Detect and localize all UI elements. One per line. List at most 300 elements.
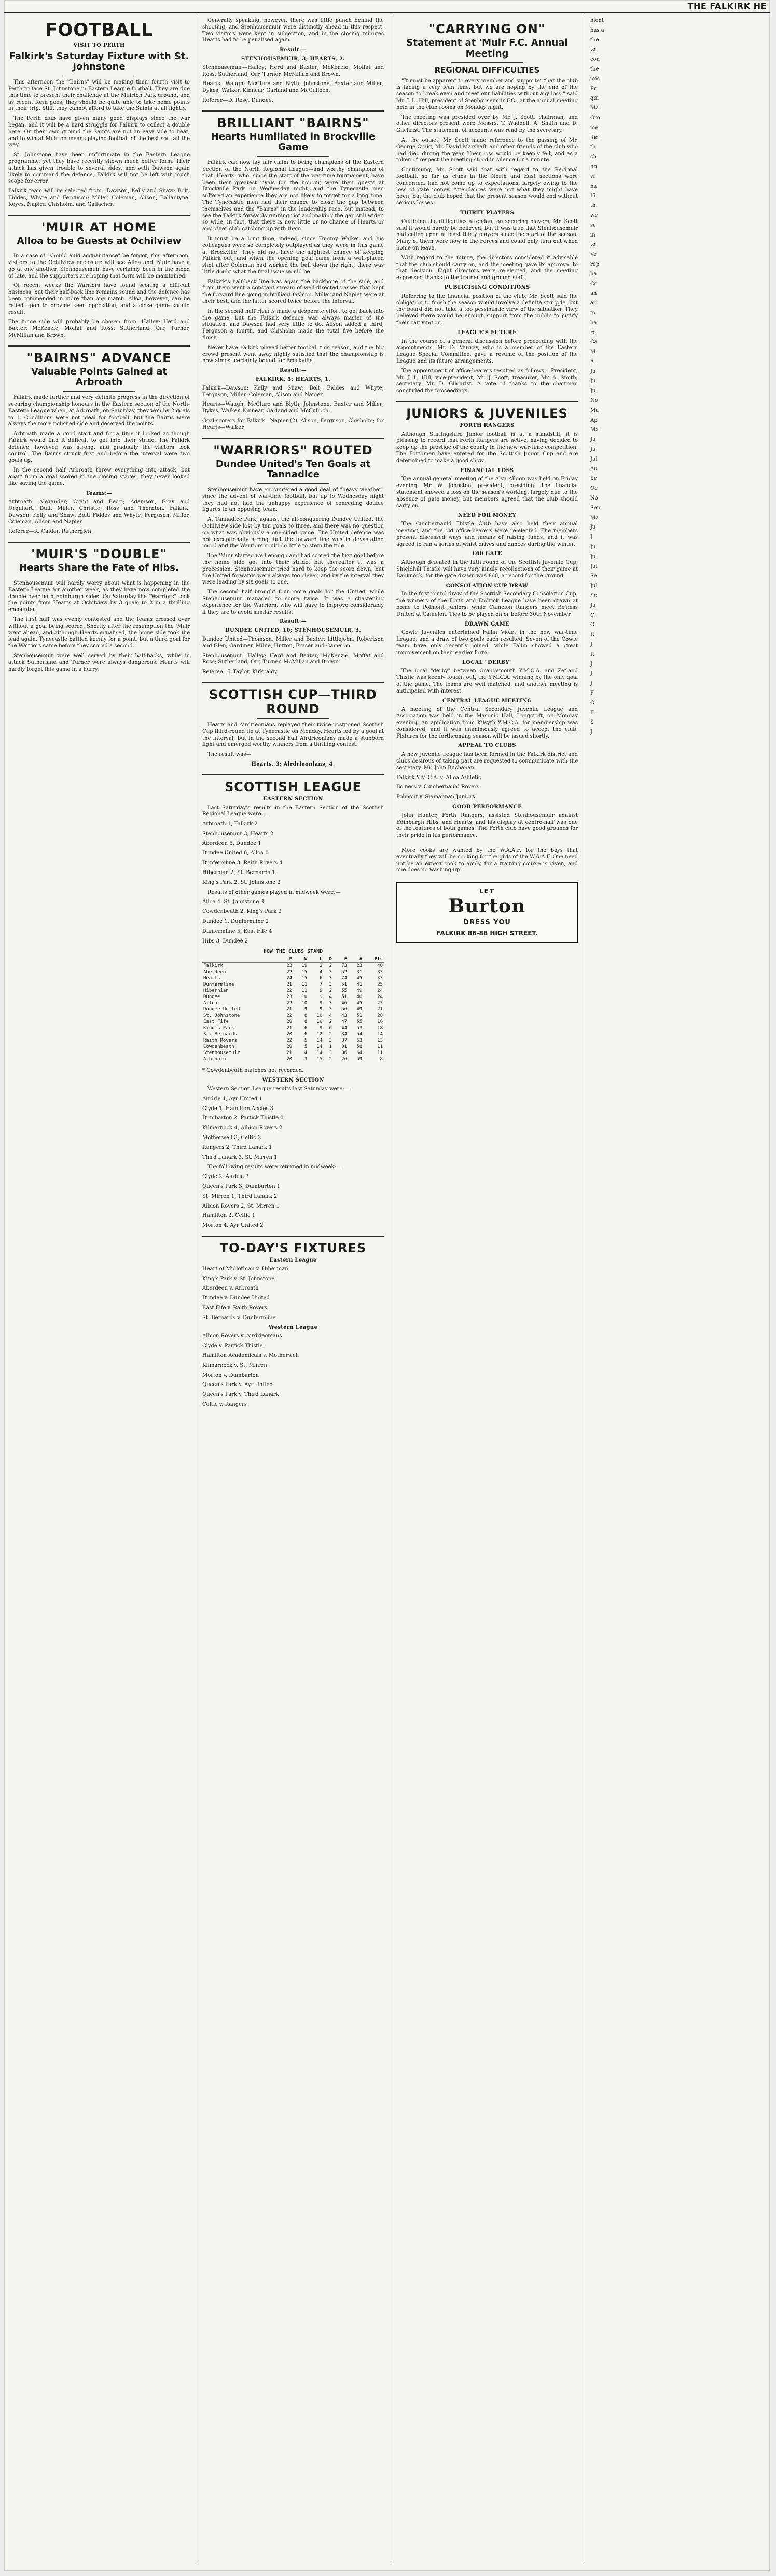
masthead-title: THE FALKIRK HE xyxy=(687,1,767,11)
forth-rangers-paragraph: Although Stirlingshire Junior football is at a standstill, it is pleasing to record that Forth Rangers are active, having decided to keep up the prestige of the county in the new war-time competition. The Forthmen have entered for the Scottish Junior Cup and are determined to make a good show. xyxy=(396,431,578,464)
result-opening: Generally speaking, however, there was little punch behind the shooting, and Stenhousemuir were distinctly ahead in this respect. Two visitors were kept in subjection, and in the closing minutes Hearts had to be penalised again. xyxy=(202,18,384,44)
league-table-stat: 36 xyxy=(341,1050,348,1056)
story-rule xyxy=(451,62,523,63)
league-table-stat: 51 xyxy=(341,994,348,1000)
carrying-on-paragraph-4: Continuing, Mr. Scott said that with regard to the Regional football, so far as clubs in the North and East sections were concerned, had not come up to expectations, largely owing to the loss of gate money. Attendances were not what they might have been, but the club hoped that the present season would end without serious losses. xyxy=(396,167,578,206)
brilliant-bairns-headline: Hearts Humiliated in Brockville Game xyxy=(211,131,376,153)
football-story xyxy=(8,20,190,209)
league-table-stat: 13 xyxy=(377,1038,383,1044)
league-table-stat: 64 xyxy=(356,1050,363,1056)
need-for-money-label: NEED FOR MONEY xyxy=(458,513,517,519)
muirs-double-paragraph-1: Stenhousemuir will hardly worry about what is happening in the Eastern League for another week, as they have now completed the double over both Edinburgh sides. On Saturday the "Warriors" took the points from Hearts at Ochilview by 3 goals to 2 in a thrilling encounter. xyxy=(8,580,190,613)
league-table-stat: 23 xyxy=(356,963,363,969)
warriors-routed-line-3: Referee—J. Taylor, Kirkcaldy. xyxy=(202,669,279,675)
cropped-column-snippet: Sep xyxy=(590,505,601,511)
cropped-column-snippet: Ju xyxy=(590,437,596,443)
need-for-money-paragraph: The Cumbernauld Thistle Club have also held their annual meeting, and the old office-bearers were re-elected. The members present discussed ways and means of raising funds, and it was agreed to run a series of whist drives and dances during the winter. xyxy=(396,521,578,547)
league-table-stat: 4 xyxy=(329,994,332,1000)
cropped-column-snippet: ch xyxy=(590,154,597,160)
league-table-stat: 5 xyxy=(304,1038,308,1044)
cropped-column-snippet: Ve xyxy=(590,252,597,258)
eastern-result-6: Hibernian 2, St. Bernards 1 xyxy=(202,870,275,876)
cropped-column-snippet: th xyxy=(590,203,596,209)
juniors-story xyxy=(396,406,578,874)
western-result-2: Clyde 1, Hamilton Accies 3 xyxy=(202,1105,274,1112)
league-table-stat: 25 xyxy=(377,982,383,988)
league-table-stat: 14 xyxy=(316,1038,323,1044)
league-table-row xyxy=(202,1000,384,1006)
eastern-section-label: EASTERN SECTION xyxy=(263,796,323,802)
carrying-on-paragraph-3: At the outset, Mr. Scott made reference to the passing of Mr. George Craig, Mr. David Marshall, and other friends of the club who had died during the year. Their loss would be keenly felt, and as a token of respect the meeting stood in silence for a minute. xyxy=(396,137,578,163)
eastern-result-5: Dunfermline 3, Raith Rovers 4 xyxy=(202,860,283,866)
muirs-double-paragraph-2: The first half was evenly contested and the teams crossed over without a goal being scored. Shortly after the resumption the 'Muir went ahead, and although Hearts equalised, the home side took the lead again. Tynecastle battled keenly for a point, but a third goal for the Warriors came before they scored a second. xyxy=(8,616,190,649)
league-table-stat: 2 xyxy=(329,988,332,994)
cropped-column-snippet: Ju xyxy=(590,602,596,608)
cropped-column-snippet: Ap xyxy=(590,417,598,423)
story-rule xyxy=(257,718,329,719)
cropped-column-snippet: Jul xyxy=(590,456,598,462)
league-table-stat: 24 xyxy=(377,994,383,1000)
warriors-routed-headline: Dundee United's Ten Goals at Tannadice xyxy=(215,458,371,480)
brilliant-bairns-line-3: Goal-scorers for Falkirk—Napier (2), Alison, Ferguson, Chisholm; for Hearts—Walker. xyxy=(202,418,384,431)
football-kicker: FOOTBALL xyxy=(45,20,153,40)
western-result-3: Dumbarton 2, Partick Thistle 0 xyxy=(202,1115,284,1121)
cropped-column-snippet: no xyxy=(590,163,597,170)
cropped-column-snippet: C xyxy=(590,622,594,628)
league-table-header-d: D xyxy=(323,956,332,963)
carrying-on-headline: Statement at 'Muir F.C. Annual Meeting xyxy=(406,37,568,59)
league-table-stat: 58 xyxy=(356,1044,363,1050)
cropped-column-snippet: Gro xyxy=(590,115,600,121)
league-table-stat: 4 xyxy=(329,1013,332,1019)
league-table-team: Dunfermline xyxy=(203,982,234,988)
league-table-stat: 15 xyxy=(301,970,308,975)
league-table-stat: 23 xyxy=(377,1001,383,1006)
cropped-column-snippet: me xyxy=(590,124,599,131)
cropped-column-snippet: rep xyxy=(590,261,600,267)
league-table-stat: 53 xyxy=(356,1026,363,1031)
carrying-on-story xyxy=(396,22,578,395)
ad-top-text: LET xyxy=(479,888,495,895)
league-table-stat: 11 xyxy=(301,982,308,988)
league-table-stat: 14 xyxy=(316,1050,323,1056)
section-rule xyxy=(202,438,384,439)
cropped-column-snippet: Ma xyxy=(590,427,599,433)
league-table-row xyxy=(202,994,384,1000)
league-table-stat: 45 xyxy=(356,976,363,981)
cropped-column-snippet: Ju xyxy=(590,553,596,560)
eastern-result-1: Arbroath 1, Falkirk 2 xyxy=(202,821,258,827)
story-rule xyxy=(257,156,329,157)
league-table-row xyxy=(202,1013,384,1019)
league-table-stat: 11 xyxy=(377,1050,383,1056)
drawn-game-label: DRAWN GAME xyxy=(464,621,510,627)
club-list-item-3: Polmont v. Slamannan Juniors xyxy=(396,794,475,800)
league-table-stat: 33 xyxy=(377,970,383,975)
league-table-team: Raith Rovers xyxy=(203,1038,238,1044)
league-table-stat: 7 xyxy=(320,982,323,988)
story-rule xyxy=(63,391,135,392)
league-table-row xyxy=(202,1031,384,1037)
league-table-row xyxy=(202,1056,384,1062)
muirs-double-story xyxy=(8,547,190,673)
league-table-stat: 9 xyxy=(320,1007,323,1013)
result-score: STENHOUSEMUIR, 3; HEARTS, 2. xyxy=(241,56,345,62)
league-table-row xyxy=(202,1037,384,1044)
muir-at-home-paragraph-2: Of recent weeks the Warriors have found scoring a difficult business, but their half-back line remains sound and the defence has been commended in more than one match. Alloa, however, can be relied upon to provide keen opposition, and a close game should result. xyxy=(8,283,190,315)
muirs-double-kicker: 'MUIR'S "DOUBLE" xyxy=(31,547,167,562)
cropped-column-snippet: ha xyxy=(590,320,597,326)
western-midweek-2: Queen's Park 3, Dumbarton 1 xyxy=(202,1184,281,1190)
brilliant-bairns-result-label: Result:— xyxy=(279,368,307,374)
league-table-stat: 9 xyxy=(320,988,323,994)
section-rule xyxy=(202,110,384,112)
league-table-team: East Fife xyxy=(203,1019,229,1025)
column-4 xyxy=(590,18,766,2560)
league-table-header-row xyxy=(202,956,384,963)
eastern-section-intro: Last Saturday's results in the Eastern Section of the Scottish Regional League were:— xyxy=(202,805,384,818)
western-section-label: WESTERN SECTION xyxy=(262,1077,324,1084)
cropped-column-snippet: con xyxy=(590,57,600,63)
western-fixture-4: Kilmarnock v. St. Mirren xyxy=(202,1362,267,1368)
cropped-column-snippet: ro xyxy=(590,329,596,336)
cropped-column-snippet: th xyxy=(590,144,596,150)
league-table-stat: 10 xyxy=(316,1013,323,1019)
result-line-1: Stenhousemuir—Halley; Herd and Baxter; McKenzie, Moffat and Ross; Sutherland, Orr, Turner, McMillan and Brown. xyxy=(202,64,384,77)
cropped-column-snippet: Pr xyxy=(590,86,597,92)
cropped-column-snippet: F xyxy=(590,690,594,696)
eastern-result-7: King's Park 2, St. Johnstone 2 xyxy=(202,879,281,885)
league-table-stat: 24 xyxy=(286,976,293,981)
league-table-stat: 46 xyxy=(341,1001,348,1006)
column-1 xyxy=(8,18,190,2560)
central-league-paragraph: A meeting of the Central Secondary Juvenile League and Association was held in the Masonic Hall, Longcroft, on Monday evening. An application from Kilsyth Y.M.C.A. for membership was considered, and it was unanimously agreed to accept the club. Fixtures for the forthcoming season will be issued shortly. xyxy=(396,707,578,739)
warriors-routed-paragraph-2: At Tannadice Park, against the all-conquering Dundee United, the Ochilview side lost by ten goals to three, and there was no question on what was obviously a one-sided game. The United defence was not exceptionally strong, but the forward line was in devastating mood and the Warriors could do little to stem the tide. xyxy=(202,517,384,549)
good-performance-paragraph: John Hunter, Forth Rangers, assisted Stenhousemuir against Edinburgh Hibs. and Hearts, and his display at centre-half was one of the features of both games. The Forth club have good grounds for their pride in his performance. xyxy=(396,812,578,839)
western-midweek-label: The following results were returned in midweek:— xyxy=(207,1164,341,1170)
cropped-column-snippet: the xyxy=(590,37,599,43)
juniors-kicker: JUNIORS & JUVENILES xyxy=(406,406,568,421)
league-table-stat: 3 xyxy=(329,1038,332,1044)
result-block xyxy=(202,18,384,104)
league-table-stat: 21 xyxy=(377,1007,383,1013)
brilliant-bairns-kicker: BRILLIANT "BAIRNS" xyxy=(217,115,369,130)
league-table-stat: 59 xyxy=(356,1057,363,1062)
cropped-column-snippet: J xyxy=(590,729,593,736)
league-table-stat: 55 xyxy=(356,1019,363,1025)
brilliant-bairns-line-2: Hearts—Waugh; McClure and Blyth; Johnstone, Baxter and Miller; Dykes, Walker, Kinnear, Garland and McCulloch. xyxy=(202,401,384,414)
warriors-routed-paragraph-3: The 'Muir started well enough and had scored the first goal before the home side got into their stride, but thereafter it was a procession. Stenhousemuir tried hard to keep the score down, but the United forwards were always too clever, and by the interval they were leading by six goals to one. xyxy=(202,553,384,586)
league-table-stat: 49 xyxy=(356,1007,363,1013)
league-table-stat: 2 xyxy=(329,1019,332,1025)
league-table-stat: 73 xyxy=(341,963,348,969)
thirty-players-paragraph-2: With regard to the future, the directors considered it advisable that the club should carry on, and the meeting gave its approval to that decision. Eight directors were re-elected, and the meeting expressed thanks to the trainer and ground staff. xyxy=(396,255,578,281)
consolation-cup-paragraph: In the first round draw of the Scottish Secondary Consolation Cup, the winners of the Forth and Endrick League have been drawn at home to Polmont Juniors, while Camelon Rangers meet Bo'ness United at Camelon. Ties to be played on or before 30th November. xyxy=(396,591,578,617)
consolation-cup-label: CONSOLATION CUP DRAW xyxy=(446,583,529,589)
cropped-column-snippet: Ju xyxy=(590,544,596,550)
leagues-future-paragraph-1: In the course of a general discussion before proceeding with the appointments, Mr. D. Murray, who is a member of the Eastern League Special Committee, gave a resume of the position of the League and its future arrangements. xyxy=(396,338,578,364)
league-table-stat: 21 xyxy=(286,1026,293,1031)
bairns-advance-paragraph-2: Arbroath made a good start and for a time it looked as though Falkirk would find it difficult to get into their stride. The Falkirk defence, however, was strong, and gradually the visitors took control. The Bairns struck first and before the interval were two goals up. xyxy=(8,431,190,464)
league-table-stat: 4 xyxy=(304,1050,308,1056)
club-list-item-1: Falkirk Y.M.C.A. v. Alloa Athletic xyxy=(396,774,481,781)
league-table-stat: 51 xyxy=(341,982,348,988)
publicising-conditions-label: PUBLICISING CONDITIONS xyxy=(444,284,530,290)
league-table-stat: 40 xyxy=(377,963,383,969)
league-table-stat: 52 xyxy=(341,970,348,975)
league-table-stat: 21 xyxy=(286,982,293,988)
newspaper-page xyxy=(4,0,770,2571)
league-table-team: Dundee United xyxy=(203,1007,240,1013)
league-table-stat: 11 xyxy=(377,1044,383,1050)
cropped-column-snippet: C xyxy=(590,612,594,618)
muirs-double-headline: Hearts Share the Fate of Hibs. xyxy=(19,562,179,574)
league-table-stat: 3 xyxy=(329,982,332,988)
league-table-stat: 23 xyxy=(286,994,293,1000)
forth-rangers-label: FORTH RANGERS xyxy=(460,422,515,428)
league-table-stat: 2 xyxy=(329,963,332,969)
section-rule xyxy=(202,1236,384,1237)
cropped-column-snippet: Oc xyxy=(590,486,598,492)
brilliant-bairns-paragraph-3: Falkirk's half-back line was again the backbone of the side, and from them went a constant stream of well-directed passes that kept the forward line going in brilliant fashion. Miller and Napier were at their best, and the latter scored twice before the interval. xyxy=(202,279,384,305)
league-table-stat: 15 xyxy=(316,1057,323,1062)
brilliant-bairns-paragraph-1: Falkirk can now lay fair claim to being champions of the Eastern Section of the North Regional League—and worthy champions of that. Hearts, who, since the start of the war-time tournament, have been their greatest rivals for the honour, were their guests at Brockville Park on Wednesday night, and the Tynecastle men suffered an experience they are not likely to forget for a long time. The Tynecastle men had their chance to close the gap between themselves and the "Bairns" in the leadership race, but instead, to see the Falkirk forwards running riot and making the gap still wider, so wide, in fact, that there is now little or no chance of Hearts or any other club catching up with them. xyxy=(202,160,384,232)
league-table-stat: 22 xyxy=(286,1001,293,1006)
league-table-body xyxy=(202,963,384,1063)
cropped-column-snippet: ment xyxy=(590,18,604,23)
section-rule xyxy=(202,774,384,775)
league-table-stat: 55 xyxy=(341,988,348,994)
drawn-game-paragraph: Cowie Juveniles entertained Fallin Violet in the new war-time League, and a draw of two goals each resulted. Seven of the Cowie team have only recently joined, while Fallin showed a great improvement on their earlier form. xyxy=(396,630,578,656)
league-table-team: Hearts xyxy=(203,976,220,981)
cropped-column-snippet: Ma xyxy=(590,515,599,521)
league-table-stat: 26 xyxy=(341,1057,348,1062)
cropped-column-snippet: the xyxy=(590,66,599,72)
warriors-routed-story xyxy=(202,443,384,676)
league-table-team: Stenhousemuir xyxy=(203,1050,240,1056)
league-table-stat: 3 xyxy=(329,970,332,975)
section-rule xyxy=(8,345,190,347)
appeal-paragraph: A new Juvenile League has been formed in the Falkirk district and clubs desirous of taking part are requested to communicate with the secretary, Mr. John Buchanan. xyxy=(396,752,578,771)
league-table-row xyxy=(202,969,384,975)
western-fixture-2: Clyde v. Partick Thistle xyxy=(202,1343,263,1349)
local-derby-paragraph: The local "derby" between Grangemouth Y.M.C.A. and Zetland Thistle was keenly fought out, the Y.M.C.A. winning by the only goal of the game. The teams are well matched, and another meeting is anticipated with interest. xyxy=(396,668,578,694)
league-table-stat: 31 xyxy=(341,1044,348,1050)
league-table-row xyxy=(202,963,384,970)
league-table-header-pts: Pts xyxy=(363,956,384,963)
league-table-header-team xyxy=(202,956,278,963)
cropped-column-snippet: has a xyxy=(590,27,604,33)
league-table-stat: 10 xyxy=(316,1019,323,1025)
league-table-header-p: P xyxy=(278,956,293,963)
western-fixture-6: Queen's Park v. Ayr United xyxy=(202,1382,273,1388)
western-midweek-5: Hamilton 2, Celtic 1 xyxy=(202,1213,256,1219)
cropped-column-snippet: Ju xyxy=(590,388,596,394)
league-table-stat: 12 xyxy=(316,1032,323,1037)
western-fixtures-label: Western League xyxy=(268,1324,318,1331)
league-standings-table xyxy=(202,956,384,1062)
league-table-row xyxy=(202,988,384,994)
league-table-stat: 11 xyxy=(301,988,308,994)
league-table-stat: 18 xyxy=(377,1019,383,1025)
cropped-column-snippet: J xyxy=(590,681,593,687)
gate-label: £60 GATE xyxy=(472,551,502,557)
league-table-stat: 22 xyxy=(286,970,293,975)
warriors-routed-result-label: Result:— xyxy=(279,619,307,625)
ad-bottom-text: DRESS YOU xyxy=(463,918,511,926)
western-midweek-1: Clyde 2, Airdrie 3 xyxy=(202,1174,249,1180)
brilliant-bairns-story xyxy=(202,116,384,432)
football-paragraph-3: St. Johnstone have been unfortunate in the Eastern League programme, yet they have recently shown much better form. Their attack has given trouble to several sides, and with Dawson again likely to command the defence, Falkirk will not be left with much scope for error. xyxy=(8,152,190,185)
column-2 xyxy=(202,18,384,2560)
western-midweek-3: St. Mirren 1, Third Lanark 2 xyxy=(202,1193,278,1199)
league-table-stat: 15 xyxy=(301,976,308,981)
league-table-row xyxy=(202,981,384,988)
cropped-column-snippet: J xyxy=(590,671,593,677)
western-fixture-8: Celtic v. Rangers xyxy=(202,1401,247,1407)
thirty-players-paragraph-1: Outlining the difficulties attendant on securing players, Mr. Scott said it would hardly be believed, but it was true that Stenhousemuir had called upon at least thirty players since the start of the season. Many of them were now in the Forces and could only turn out when home on leave. xyxy=(396,218,578,251)
bairns-advance-paragraph-3: In the second half Arbroath threw everything into attack, but apart from a goal scored in the closing stages, they never looked like saving the game. xyxy=(8,467,190,487)
leagues-future-paragraph-2: The appointment of office-bearers resulted as follows:—President, Mr. J. L. Hill; vice-president, Mr. J. Scott; treasurer, Mr. A. Smith; secretary, Mr. D. Gilchrist. A vote of thanks to the chairman concluded the proceedings. xyxy=(396,368,578,394)
football-headline: Falkirk's Saturday Fixture with St. Johnstone xyxy=(9,50,189,73)
league-table-stat: 20 xyxy=(286,1032,293,1037)
western-fixture-1: Albion Rovers v. Airdrieonians xyxy=(202,1333,282,1339)
league-table-stat: 20 xyxy=(286,1019,293,1025)
cropped-column-snippet: Jul xyxy=(590,583,598,589)
league-table-stat: 31 xyxy=(356,970,363,975)
scottish-cup-story xyxy=(202,687,384,768)
western-result-5: Motherwell 3, Celtic 2 xyxy=(202,1135,261,1141)
bairns-advance-kicker: "BAIRNS" ADVANCE xyxy=(26,350,172,365)
league-table-stat: 22 xyxy=(286,1013,293,1019)
cropped-column-snippet: R xyxy=(590,651,594,657)
brilliant-bairns-paragraph-5: Never have Falkirk played better football this season, and the big crowd present went away highly satisfied that the championship is now almost certainly bound for Brockville. xyxy=(202,344,384,364)
cropped-column-snippet: Se xyxy=(590,593,597,599)
league-table-stat: 21 xyxy=(286,1050,293,1056)
eastern-fixture-3: Aberdeen v. Arbroath xyxy=(202,1285,259,1292)
league-table-row xyxy=(202,1050,384,1056)
league-table-stat: 14 xyxy=(377,1032,383,1037)
spacer xyxy=(396,842,578,848)
league-table-stat: 43 xyxy=(341,1013,348,1019)
midweek-label: Results of other games played in midweek were:— xyxy=(207,889,341,895)
local-derby-label: LOCAL "DERBY" xyxy=(462,659,512,666)
league-table-team: Dundee xyxy=(203,994,220,1000)
league-table-stat: 1 xyxy=(329,1044,332,1050)
cropped-column-snippet: C xyxy=(590,700,594,706)
league-table-team: Alloa xyxy=(203,1001,218,1006)
western-result-7: Third Lanark 3, St. Mirren 1 xyxy=(202,1154,278,1160)
cropped-column-snippet: Se xyxy=(590,476,597,482)
eastern-result-3: Aberdeen 5, Dundee 1 xyxy=(202,840,261,847)
league-table-team: Arbroath xyxy=(203,1057,226,1062)
scottish-league-story xyxy=(202,780,384,1229)
section-rule xyxy=(8,215,190,216)
league-table-stat: 74 xyxy=(341,976,348,981)
football-paragraph-1: This afternoon the "Bairns" will be making their fourth visit to Perth to face St. Johnstone in Eastern League football. They are due this time to present their challenge at the Muirton Park ground, and as recent form goes, they should be quite able to take home points in their trip. Still, they cannot afford to take the Saints at all lightly. xyxy=(8,79,190,112)
scottish-cup-result: Hearts, 3; Airdrieonians, 4. xyxy=(251,761,335,767)
league-table-stat: 37 xyxy=(341,1038,348,1044)
muir-at-home-paragraph-3: The home side will probably be chosen from—Halley; Herd and Baxter; McKenzie, Moffat and Ross; Sutherland, Orr, Turner, McMillan and Brown. xyxy=(8,319,190,338)
todays-fixtures-story xyxy=(202,1241,384,1408)
league-table-stat: 2 xyxy=(329,1032,332,1037)
midweek-result-5: Hibs 3, Dundee 2 xyxy=(202,938,248,944)
story-rule xyxy=(257,483,329,484)
carrying-on-paragraph-2: The meeting was presided over by Mr. J. Scott, chairman, and other directors present were Messrs. T. Waddell, A. Smith and D. Gilchrist. The statement of accounts was read by the secretary. xyxy=(396,114,578,134)
league-table-stat: 22 xyxy=(286,988,293,994)
western-fixture-7: Queen's Park v. Third Lanark xyxy=(202,1392,279,1398)
league-table-stat: 20 xyxy=(286,1044,293,1050)
warriors-routed-kicker: "WARRIORS" ROUTED xyxy=(213,442,373,458)
cropped-column-snippet: J xyxy=(590,534,593,541)
league-table-stat: 9 xyxy=(320,1026,323,1031)
cropped-column-snippet: M xyxy=(590,349,596,355)
cropped-column-snippet: in xyxy=(590,232,595,238)
league-table-team: St. Johnstone xyxy=(203,1013,240,1019)
league-table-team: Aberdeen xyxy=(203,970,226,975)
league-table-stat: 6 xyxy=(304,1026,308,1031)
appeal-label: APPEAL TO CLUBS xyxy=(458,743,516,749)
brilliant-bairns-result: FALKIRK, 5; HEARTS, 1. xyxy=(255,377,331,383)
cropped-column-snippet: No xyxy=(590,398,598,404)
warriors-routed-line-1: Dundee United—Thomson; Miller and Baxter; Littlejohn, Robertson and Glen; Gardiner, Milne, Hutton, Fraser and Cameron. xyxy=(202,636,384,649)
league-table-row xyxy=(202,1025,384,1031)
league-table-stat: 14 xyxy=(316,1044,323,1050)
western-midweek-4: Albion Rovers 2, St. Mirren 1 xyxy=(202,1203,280,1209)
cropped-column-snippet: Co xyxy=(590,281,598,287)
brilliant-bairns-line-1: Falkirk—Dawson; Kelly and Shaw; Bolt, Fiddes and Whyte; Ferguson, Miller, Coleman, Alison and Napier. xyxy=(202,385,384,398)
cropped-column-snippet: se xyxy=(590,222,597,228)
midweek-result-4: Dunfermline 5, East Fife 4 xyxy=(202,928,272,934)
league-table-stat: 3 xyxy=(329,1001,332,1006)
muir-at-home-headline: Alloa to be Guests at Ochilview xyxy=(17,235,182,246)
result-label: Result:— xyxy=(279,47,307,53)
carrying-on-paragraph-1: "It must be apparent to every member and supporter that the club is facing a very lean time, but we are hoping by the end of the season to break even and meet our liabilities without any loss," said Mr. J. L. Hill, president of Stenhousemuir F.C., at the annual meeting held in the club rooms on Monday night. xyxy=(396,78,578,110)
warriors-routed-line-2: Stenhousemuir—Halley; Herd and Baxter; McKenzie, Moffat and Ross; Sutherland, Orr, Turner, McMillan and Brown. xyxy=(202,653,384,666)
leagues-future-label: LEAGUE'S FUTURE xyxy=(458,329,517,336)
good-performance-label: GOOD PERFORMANCE xyxy=(452,804,522,810)
central-league-label: CENTRAL LEAGUE MEETING xyxy=(442,698,532,704)
bairns-advance-teams-label: Teams:— xyxy=(86,490,113,496)
cropped-column-snippet: Ma xyxy=(590,407,599,413)
league-table-stat: 3 xyxy=(329,1050,332,1056)
league-table-stat: 45 xyxy=(356,1001,363,1006)
bairns-advance-teams: Arbroath: Alexander; Craig and Becci; Adamson, Gray and Urquhart; Duff, Miller, Christie, Ross and Thornton. Falkirk: Dawson; Kelly and Shaw; Bolt, Fiddes and Whyte; Ferguson, Miller, Coleman, Alison and Napier. xyxy=(8,499,190,525)
result-line-3: Referee—D. Rose, Dundee. xyxy=(202,97,273,103)
ad-address-text: FALKIRK 86-88 HIGH STREET. xyxy=(436,929,538,937)
league-table-row xyxy=(202,1019,384,1025)
league-table-stat: 49 xyxy=(356,988,363,994)
league-table xyxy=(202,949,384,1062)
column-3 xyxy=(396,18,578,2560)
league-table-team: Cowdenbeath xyxy=(203,1044,234,1050)
league-table-stat: 20 xyxy=(286,1057,293,1062)
league-table-stat: 6 xyxy=(304,1032,308,1037)
cropped-column-snippet: A xyxy=(590,358,594,365)
league-table-stat: 8 xyxy=(380,1057,383,1062)
eastern-fixture-5: East Fife v. Raith Rovers xyxy=(202,1305,267,1311)
cropped-column-snippet: mis xyxy=(590,76,600,82)
cropped-column-snippet: Au xyxy=(590,466,598,472)
league-table-header-f: F xyxy=(333,956,348,963)
cropped-column-snippet: we xyxy=(590,212,598,218)
cropped-column-snippet: Ju xyxy=(590,368,596,375)
league-table-row xyxy=(202,1044,384,1050)
league-table-header-w: W xyxy=(293,956,308,963)
league-table-team: Hibernian xyxy=(203,988,229,994)
football-paragraph-2: The Perth club have given many good displays since the war began, and it will be a hard struggle for Falkirk to collect a double here. On their own ground the Saints are not an easy side to beat, and to win at Muirton means playing football of the best sort all the way. xyxy=(8,116,190,148)
league-table-title: HOW THE CLUBS STAND xyxy=(263,949,323,955)
